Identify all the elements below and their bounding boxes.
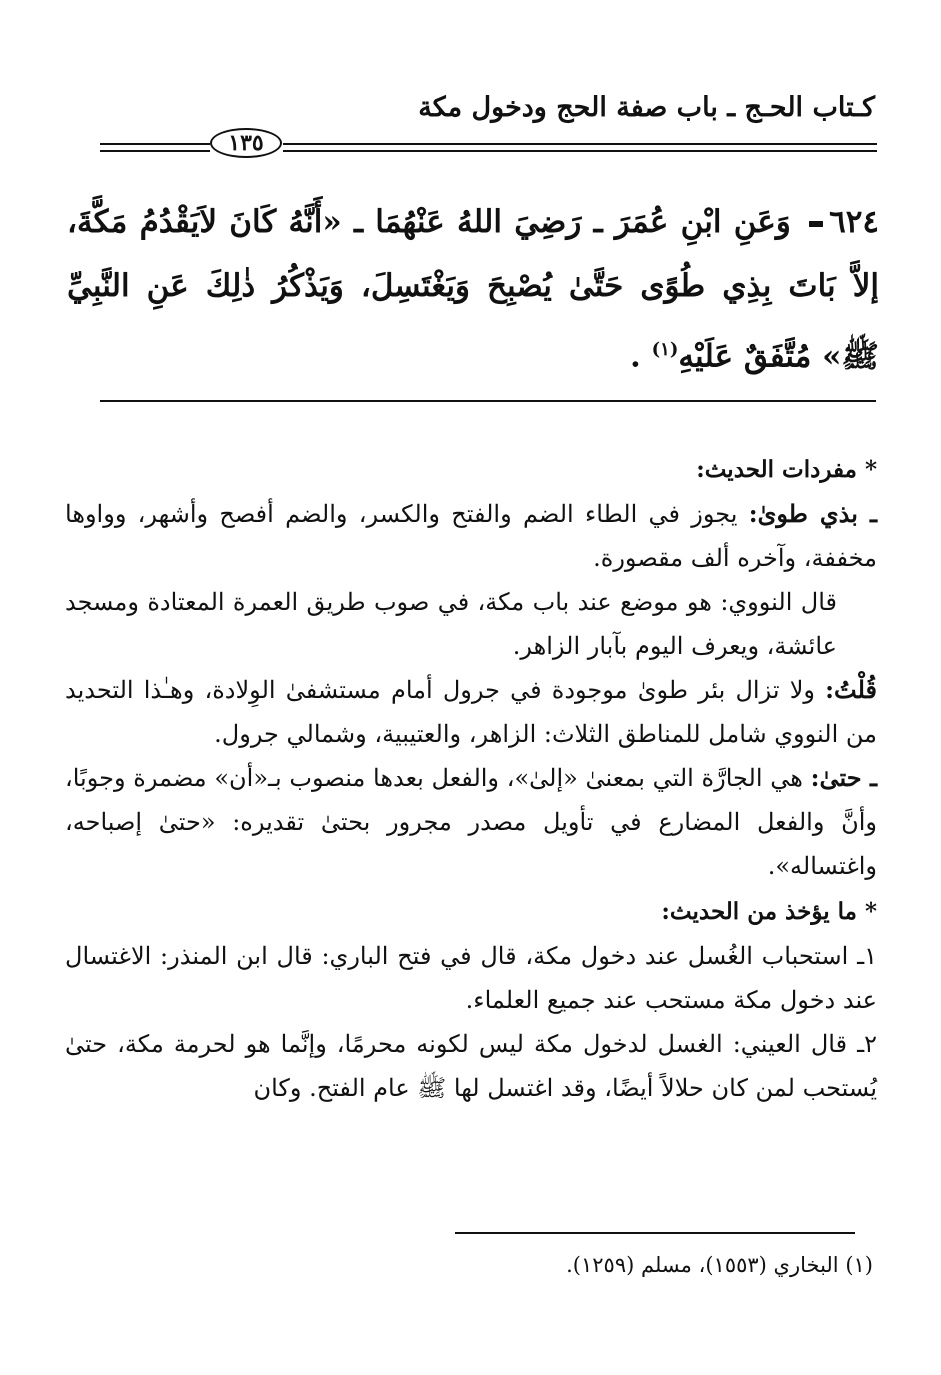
- vocab-item-2-term: ـ حتىٰ:: [810, 763, 877, 792]
- footnote-ref[interactable]: (١): [651, 339, 679, 360]
- running-title: كـتاب الحـج ـ باب صفة الحج ودخول مكة: [418, 92, 875, 123]
- vocab-item-1: [65, 492, 877, 580]
- header-rule-left-top: [100, 143, 210, 145]
- vocab-item-1-term: ـ بذي طوىٰ:: [748, 499, 877, 528]
- vocab-heading: * مفردات الحديث:: [696, 456, 877, 483]
- lessons-heading: * ما يؤخذ من الحديث:: [661, 898, 877, 925]
- footnote: (١) البخاري (١٥٥٣)، مسلم (١٢٥٩).: [566, 1253, 873, 1277]
- commentary: [65, 448, 877, 1110]
- qultu-term: قُلْتُ:: [825, 675, 878, 704]
- hadith-number: ٦٢٤: [829, 204, 880, 240]
- hadith-end: .: [630, 338, 641, 375]
- nawawi-note: قال النووي: هو موضع عند باب مكة، في صوب طريق العمرة المعتادة ومسجد عائشة، ويعرف اليوم بآبار الزاهر.: [65, 588, 837, 660]
- lesson-item-1: ١ـ استحباب الغُسل عند دخول مكة، قال في فتح الباري: قال ابن المنذر: الاغتسال عند دخول مكة مستحب عند جميع العلماء.: [65, 942, 877, 1014]
- hadith-text: وَعَنِ ابْنِ عُمَرَ ـ رَضِيَ اللهُ عَنْهُمَا ـ «أَنَّهُ كَانَ لاَيَقْدُمُ مَكَّةَ، إلاَّ بَاتَ بِذِي طُوًى حَتَّىٰ يُصْبِحَ وَيَغْتَسِلَ، وَيَذْكُرُ ذٰلِكَ عَنِ النَّبِيِّ ﷺ» مُتَّفَقٌ عَلَيْهِ: [67, 204, 879, 375]
- hadith-block: [67, 190, 879, 388]
- header-rule-left-bottom: [100, 150, 210, 152]
- qultu-text: ولا تزال بئر طوىٰ موجودة في جرول أمام مستشفىٰ الوِلادة، وهـٰذا التحديد من النووي شامل للمناطق الثلاث: الزاهر، والعتيبية، وشمالي جرول.: [65, 676, 877, 748]
- lesson-item-2: ٢ـ قال العيني: الغسل لدخول مكة ليس لكونه محرمًا، وإنَّما هو لحرمة مكة، حتىٰ يُستحب لمن كان حلالاً أيضًا، وقد اغتسل لها ﷺ عام الفتح. وكان: [65, 1030, 877, 1102]
- hadith-separator: [100, 400, 876, 402]
- qultu-note: [65, 668, 877, 756]
- vocab-item-1-text: يجوز في الطاء الضم والفتح والكسر، والضم أفصح وأشهر، وواوها مخففة، وآخره ألف مقصورة.: [65, 500, 877, 572]
- header-rule-right-top: [283, 143, 877, 145]
- vocab-item-2: [65, 756, 877, 888]
- page-number: ١٣٥: [210, 128, 282, 158]
- header-rule-right-bottom: [283, 150, 877, 152]
- vocab-item-2-text: هي الجارَّة التي بمعنىٰ «إلىٰ»، والفعل بعدها منصوب بـ«أن» مضمرة وجوبًا، وأنَّ والفعل المضارع في تأويل مصدر مجرور بحتىٰ تقديره: «حتىٰ إصباحه، واغتساله».: [65, 764, 877, 880]
- footnote-separator: [455, 1232, 855, 1234]
- hadith-number-dash: [809, 221, 823, 227]
